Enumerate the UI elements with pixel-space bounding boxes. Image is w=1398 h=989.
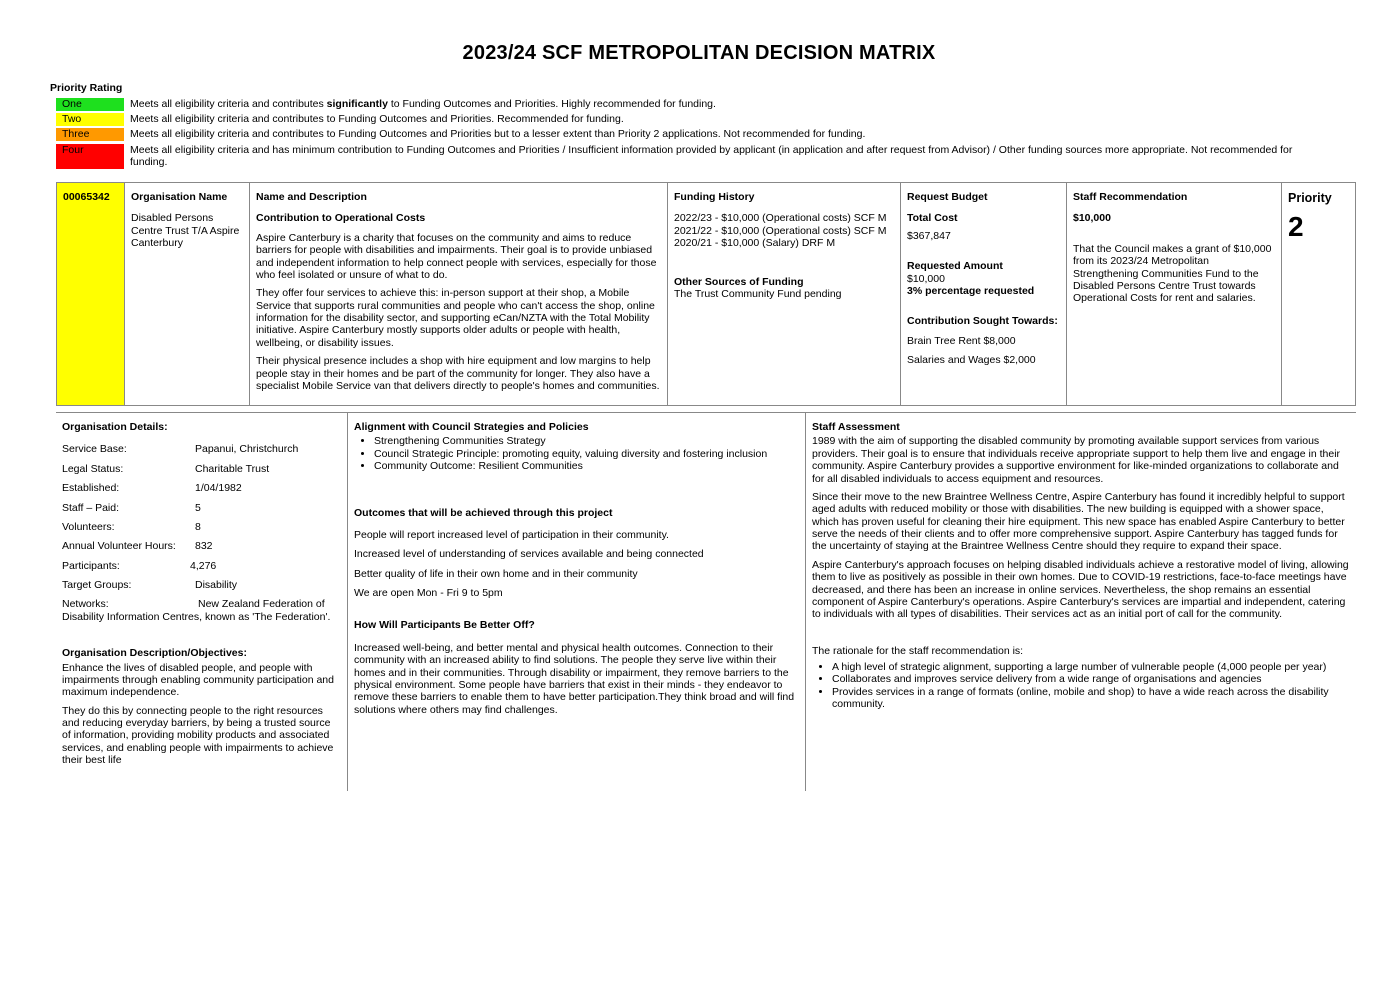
priority-heading: Priority: [1288, 191, 1332, 205]
description-heading: Name and Description: [256, 191, 367, 203]
priority-value: 2: [1288, 210, 1304, 242]
priority-desc-two: Meets all eligibility criteria and contributes to Funding Outcomes and Priorities. Recommended for funding.: [130, 113, 624, 125]
priority-desc-four: Meets all eligibility criteria and has minimum contribution to Funding Outcomes and Priorities / Insufficient information provided by applicant (in application and after request from Advisor) / Other funding sources more appropriate. Not recommended for funding.: [130, 144, 1293, 168]
staff-recommendation-text: That the Council makes a grant of $10,000 from its 2023/24 Metropolitan Strengthening Communities Fund to the Disabled Persons Centre Trust towards Operational Costs for rent and salaries.: [1073, 242, 1272, 305]
staff-recommendation-cell: [1067, 183, 1282, 405]
staff-recommendation-amount: $10,000: [1073, 212, 1111, 225]
detail-value: Charitable Trust: [195, 462, 270, 475]
priority-desc-one: Meets all eligibility criteria and contributes significantly to Funding Outcomes and Priorities. Highly recommended for funding.: [130, 98, 716, 110]
funding-history-heading: Funding History: [674, 191, 755, 203]
detail-key: Annual Volunteer Hours:: [62, 540, 176, 553]
outcome-item: We are open Mon - Fri 9 to 5pm: [354, 587, 503, 599]
priority-row-four: [56, 144, 1320, 169]
description-paragraph: Aspire Canterbury is a charity that focuses on the community and aims to reduce barriers for people with disabilities and impairments. Their goal is to provide unbiased and independent information to help connect people with services, especially for those who feel isolated or unsure of what to do.: [256, 231, 657, 281]
staff-assessment-column: [806, 413, 1356, 791]
detail-row: [62, 540, 341, 552]
alignment-item: • Community Outcome: Resilient Communities: [374, 460, 799, 472]
assessment-section: [56, 412, 1356, 793]
detail-key: Staff – Paid:: [62, 501, 120, 514]
staff-assessment-heading: Staff Assessment: [812, 421, 900, 433]
contribution-item: Brain Tree Rent $8,000: [907, 334, 1016, 347]
organisation-name-cell: [125, 183, 250, 405]
funding-history-item: 2022/23 - $10,000 (Operational costs) SCF M: [674, 212, 887, 225]
percentage-requested: 3% percentage requested: [907, 284, 1035, 297]
networks-row: [62, 598, 341, 623]
alignment-heading: Alignment with Council Strategies and Policies: [354, 421, 589, 433]
priority-row-three: [56, 128, 1320, 141]
outcomes-heading: Outcomes that will be achieved through this project: [354, 506, 613, 519]
detail-value: 5: [195, 501, 201, 514]
detail-value: Disability: [195, 579, 238, 591]
detail-row: [62, 521, 341, 533]
alignment-item: • Council Strategic Principle: promoting equity, valuing diversity and fostering inclusion: [374, 448, 799, 460]
assessment-paragraph: 1989 with the aim of supporting the disabled community by promoting available support services from various providers. Their goal is to ensure that individuals receive appropriate support to help them live and engage in their community. Aspire Canterbury provides a supportive environment for like-minded organizations to collaborate and for all disabled individuals to access equipment and resources.: [812, 435, 1341, 485]
detail-row: [62, 463, 341, 475]
priority-swatch-three: Three: [56, 128, 124, 141]
rationale-item: • Collaborates and improves service delivery from a wide range of organisations and agencies: [832, 673, 1350, 685]
rationale-item: • A high level of strategic alignment, supporting a large number of vulnerable people (4,000 people per year): [832, 661, 1350, 673]
priority-cell: [1282, 183, 1356, 405]
total-cost-label: Total Cost: [907, 212, 958, 225]
outcome-item: Better quality of life in their own home and in their community: [354, 567, 638, 580]
detail-value: Papanui, Christchurch: [195, 443, 299, 456]
organisation-details-heading: Organisation Details:: [62, 421, 168, 433]
other-sources-heading: Other Sources of Funding: [674, 275, 804, 288]
priority-row-two: [56, 113, 1320, 126]
priority-swatch-one: One: [56, 98, 124, 111]
assessment-paragraph: Aspire Canterbury's approach focuses on helping disabled individuals achieve a restorative model of living, allowing them to live as positively as possible in their own homes. Due to COVID-19 restrictions, face-to-face meetings have decreased, and there has been an increase in online services. Nevertheless, the shop remains an essential component of Aspire Canterbury's operations. Aspire Canterbury's services are impartial and independent, catering to individuals with all types of disabilities. Their services act as an initial port of call for the community.: [812, 558, 1349, 621]
detail-value: 4,276: [190, 559, 217, 572]
contribution-sought-label: Contribution Sought Towards:: [907, 315, 1058, 328]
staff-recommendation-heading: Staff Recommendation: [1073, 191, 1188, 203]
detail-row: [62, 443, 341, 455]
total-cost-value: $367,847: [907, 229, 951, 242]
networks-value: New Zealand Federation of Disability Information Centres, known as 'The Federation'.: [62, 598, 331, 623]
priority-desc-three: Meets all eligibility criteria and contributes to Funding Outcomes and Priorities but to a lesser extent than Priority 2 applications. Not recommended for funding.: [130, 128, 866, 140]
priority-swatch-four: Four: [56, 144, 124, 169]
application-summary-table: [56, 182, 1356, 406]
alignment-column: [348, 413, 806, 791]
networks-key: Networks:: [62, 598, 109, 611]
alignment-item: • Strengthening Communities Strategy: [374, 435, 799, 447]
rationale-intro: The rationale for the staff recommendation is:: [812, 644, 1024, 657]
objectives-heading: Organisation Description/Objectives:: [62, 647, 247, 660]
funding-history-cell: [668, 183, 901, 405]
priority-row-one: [56, 98, 1320, 111]
priority-rating-heading: Priority Rating: [50, 82, 123, 94]
description-cell: [250, 183, 668, 405]
requested-amount-value: $10,000: [907, 272, 945, 285]
detail-value: 832: [195, 540, 213, 553]
other-sources: The Trust Community Fund pending: [674, 287, 842, 300]
detail-row: [62, 579, 341, 591]
assessment-paragraph: Since their move to the new Braintree Wellness Centre, Aspire Canterbury has found it incredibly helpful to support aged adults with reduced mobility or those with disabilities. The new building is equipped with a shower space, which has proven useful for cleaning their hire equipment. This new space has enabled Aspire Canterbury to better serve the needs of their clients and to offer more comprehensive support. Aspire Canterbury has tagged funds for the uncertainty of staying at the Braintree Wellness Centre should they require to expand their space.: [812, 490, 1345, 553]
better-off-text: Increased well-being, and better mental and physical health outcomes. Connection to their community with an increased ability to find solutions. The people they serve live within their homes and in their communities. Through disability or impairment, they remove barriers to the physical environment. Some people have barriers that exist in their minds - they endeavor to remove these barriers to enable them to have better participation.They think broad and will find solutions where others may find challenges.: [354, 641, 795, 716]
outcome-item: People will report increased level of participation in their community.: [354, 528, 669, 541]
objectives-paragraph: They do this by connecting people to the right resources and reducing everyday barriers, by being a trusted source of information, providing mobility products and associated services, and enabling people with impairments to achieve their best life: [62, 704, 334, 767]
detail-key: Target Groups:: [62, 579, 132, 591]
detail-row: [62, 502, 341, 514]
detail-value: 8: [195, 520, 201, 533]
request-budget-heading: Request Budget: [907, 191, 988, 203]
project-title: Contribution to Operational Costs: [256, 212, 426, 225]
rationale-item: • Provides services in a range of formats (online, mobile and shop) to have a wide reach across the disability community.: [832, 686, 1350, 711]
page-title: 2023/24 SCF METROPOLITAN DECISION MATRIX: [462, 42, 936, 64]
contribution-item: Salaries and Wages $2,000: [907, 354, 1036, 366]
detail-value: 1/04/1982: [195, 482, 242, 495]
organisation-name: Disabled Persons Centre Trust T/A Aspire Canterbury: [131, 212, 240, 250]
description-paragraph: They offer four services to achieve this: in-person support at their shop, a Mobile Service that supports rural communities and people who can't access the shop, online information for the disability sector, and supporting eCan/NZTA with the Total Mobility initiative. Aspire Canterbury mostly supports older adults or people with health, wellbeing, or disability issues.: [256, 287, 655, 349]
detail-key: Participants:: [62, 559, 120, 572]
better-off-heading: How Will Participants Be Better Off?: [354, 619, 535, 632]
outcome-item: Increased level of understanding of services available and being connected: [354, 548, 704, 561]
request-budget-cell: [901, 183, 1067, 405]
detail-key: Established:: [62, 482, 120, 495]
objectives-paragraph: Enhance the lives of disabled people, and people with impairments through enabling community participation and maximum independence.: [62, 661, 334, 699]
priority-swatch-two: Two: [56, 113, 124, 126]
application-id: 00065342: [63, 191, 110, 203]
organisation-name-heading: Organisation Name: [131, 191, 228, 203]
requested-amount-label: Requested Amount: [907, 260, 1003, 273]
detail-key: Volunteers:: [62, 520, 115, 533]
description-paragraph: Their physical presence includes a shop with hire equipment and low margins to help people stay in their homes and be part of the community for longer. They also have a specialist Mobile Service van that delivers directly to people's homes and communities.: [256, 355, 660, 392]
rationale-list: [812, 661, 1350, 711]
detail-key: Legal Status:: [62, 462, 124, 475]
detail-row: [62, 482, 341, 494]
detail-key: Service Base:: [62, 443, 127, 456]
detail-row: [62, 560, 341, 572]
application-id-cell: [57, 183, 125, 405]
alignment-list: [354, 435, 799, 472]
funding-history-item: 2020/21 - $10,000 (Salary) DRF M: [674, 237, 836, 250]
funding-history-item: 2021/22 - $10,000 (Operational costs) SCF M: [674, 224, 887, 237]
organisation-details-column: [56, 413, 348, 791]
